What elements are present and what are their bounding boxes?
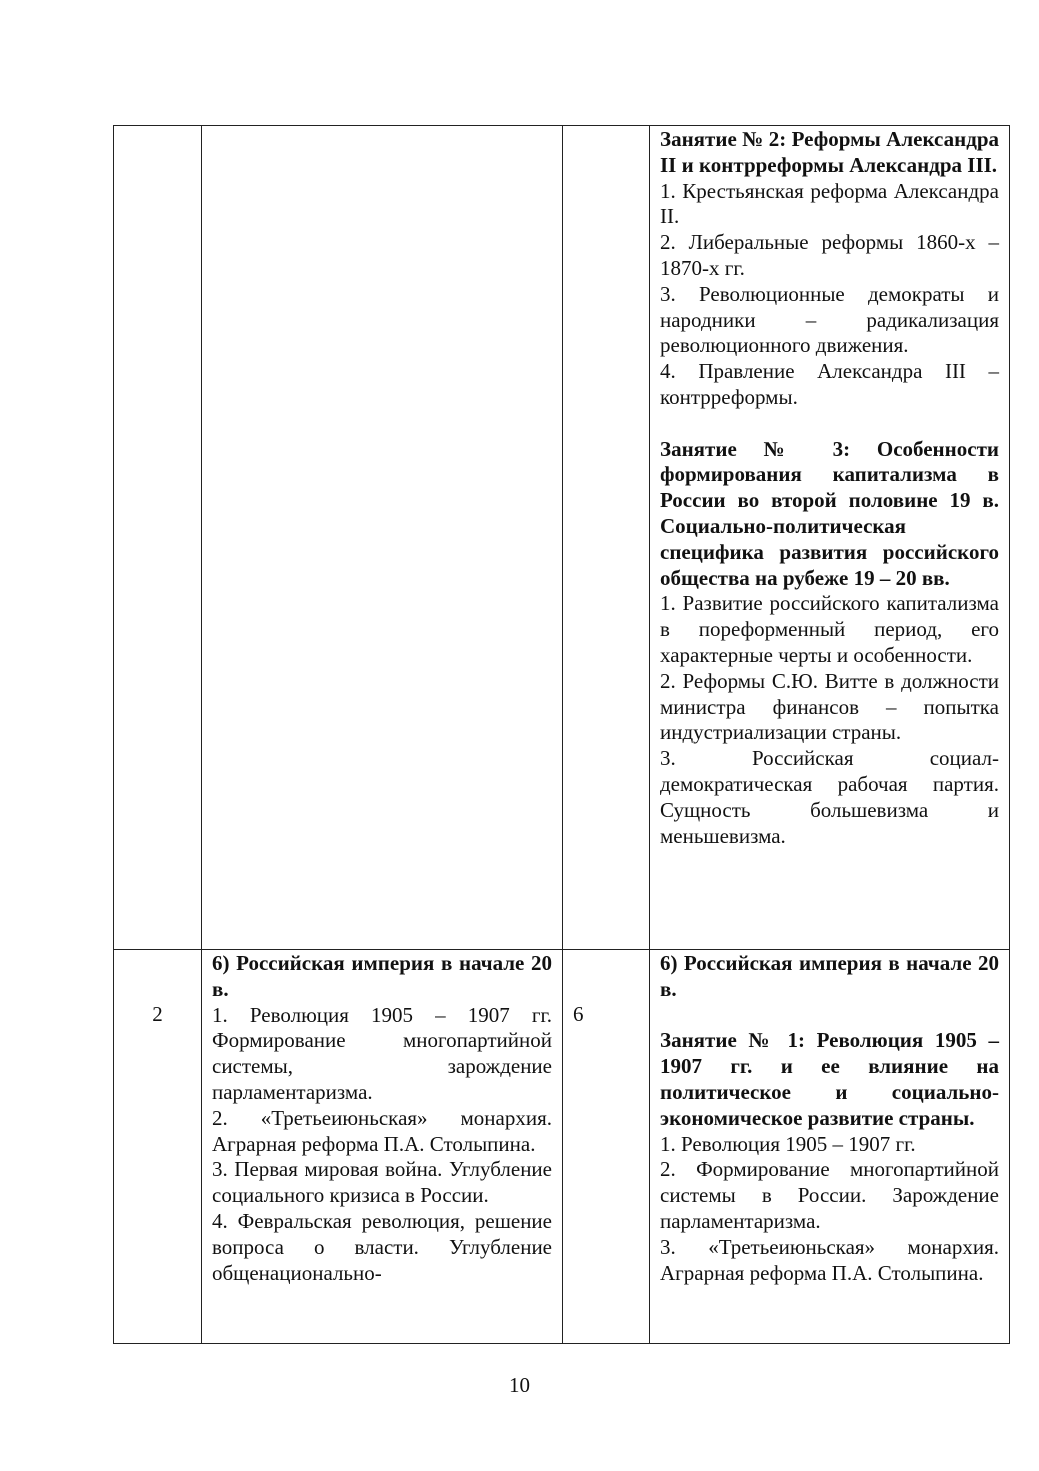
lesson-item: 4. Правление Александра III – контрреформы.	[660, 359, 999, 409]
topic-cell	[650, 950, 1010, 1344]
lesson-title: Занятие № 1: Революция 1905 – 1907 гг. и ее влияние на политическое и социально-экономическое развитие страны.	[660, 1028, 999, 1130]
module-title: 6) Российская империя в начале 20 в.	[212, 951, 552, 1001]
curriculum-table	[113, 125, 1010, 1344]
hours-cell	[563, 126, 650, 950]
hours-cell	[563, 950, 650, 1344]
lesson-item: 1. Революция 1905 – 1907 гг.	[660, 1131, 916, 1156]
lesson-item: 3. Российская социал-демократическая рабочая партия. Сущность большевизма и меньшевизма.	[660, 746, 999, 848]
table-row	[114, 950, 1010, 1344]
module-item: 1. Революция 1905 – 1907 гг. Формирование многопартийной системы, зарождение парламентаризма.	[212, 1002, 552, 1104]
lesson-item: 2. Реформы С.Ю. Витте в должности министра финансов – попытка индустриализации страны.	[660, 668, 999, 745]
row-number-cell	[114, 950, 202, 1344]
row-number-cell	[114, 126, 202, 950]
topic-cell	[650, 126, 1010, 950]
module-cell	[202, 126, 563, 950]
topic-title: 6) Российская империя в начале 20 в.	[660, 951, 999, 1001]
lesson-title: Занятие № 3: Особенности формирования капитализма в России во второй половине 19 в. Социально-политическая специфика развития российского общества на рубеже 19 – 20 вв.	[660, 436, 999, 590]
paragraph-gap	[660, 411, 999, 437]
page-number: 10	[509, 1373, 530, 1397]
lesson-item: 3. Революционные демократы и народники – радикализация революционного движения.	[660, 281, 999, 358]
row-number: 2	[152, 1002, 163, 1026]
lesson-title: Занятие № 2: Реформы Александра II и контрреформы Александра III.	[660, 127, 999, 177]
paragraph-gap	[660, 1003, 999, 1029]
lesson-item: 1. Крестьянская реформа Александра II.	[660, 178, 999, 229]
table-row	[114, 126, 1010, 950]
lesson-item: 2. Либеральные реформы 1860-х – 1870-х гг.	[660, 230, 999, 280]
lesson-item: 3. «Третьеиюньская» монархия. Аграрная реформа П.А. Столыпина.	[660, 1234, 999, 1285]
lesson-item: 1. Развитие российского капитализма в пореформенный период, его характерные черты и особенности.	[660, 591, 999, 667]
module-cell	[202, 950, 563, 1344]
hours-value: 6	[573, 1002, 584, 1026]
module-item: 2. «Третьеиюньская» монархия. Аграрная реформа П.А. Столыпина.	[212, 1105, 552, 1156]
lesson-item: 2. Формирование многопартийной системы в России. Зарождение парламентаризма.	[660, 1157, 999, 1233]
module-item: 3. Первая мировая война. Углубление социального кризиса в России.	[212, 1157, 552, 1208]
module-item: 4. Февральская революция, решение вопроса о власти. Углубление общенационально-	[212, 1208, 552, 1285]
